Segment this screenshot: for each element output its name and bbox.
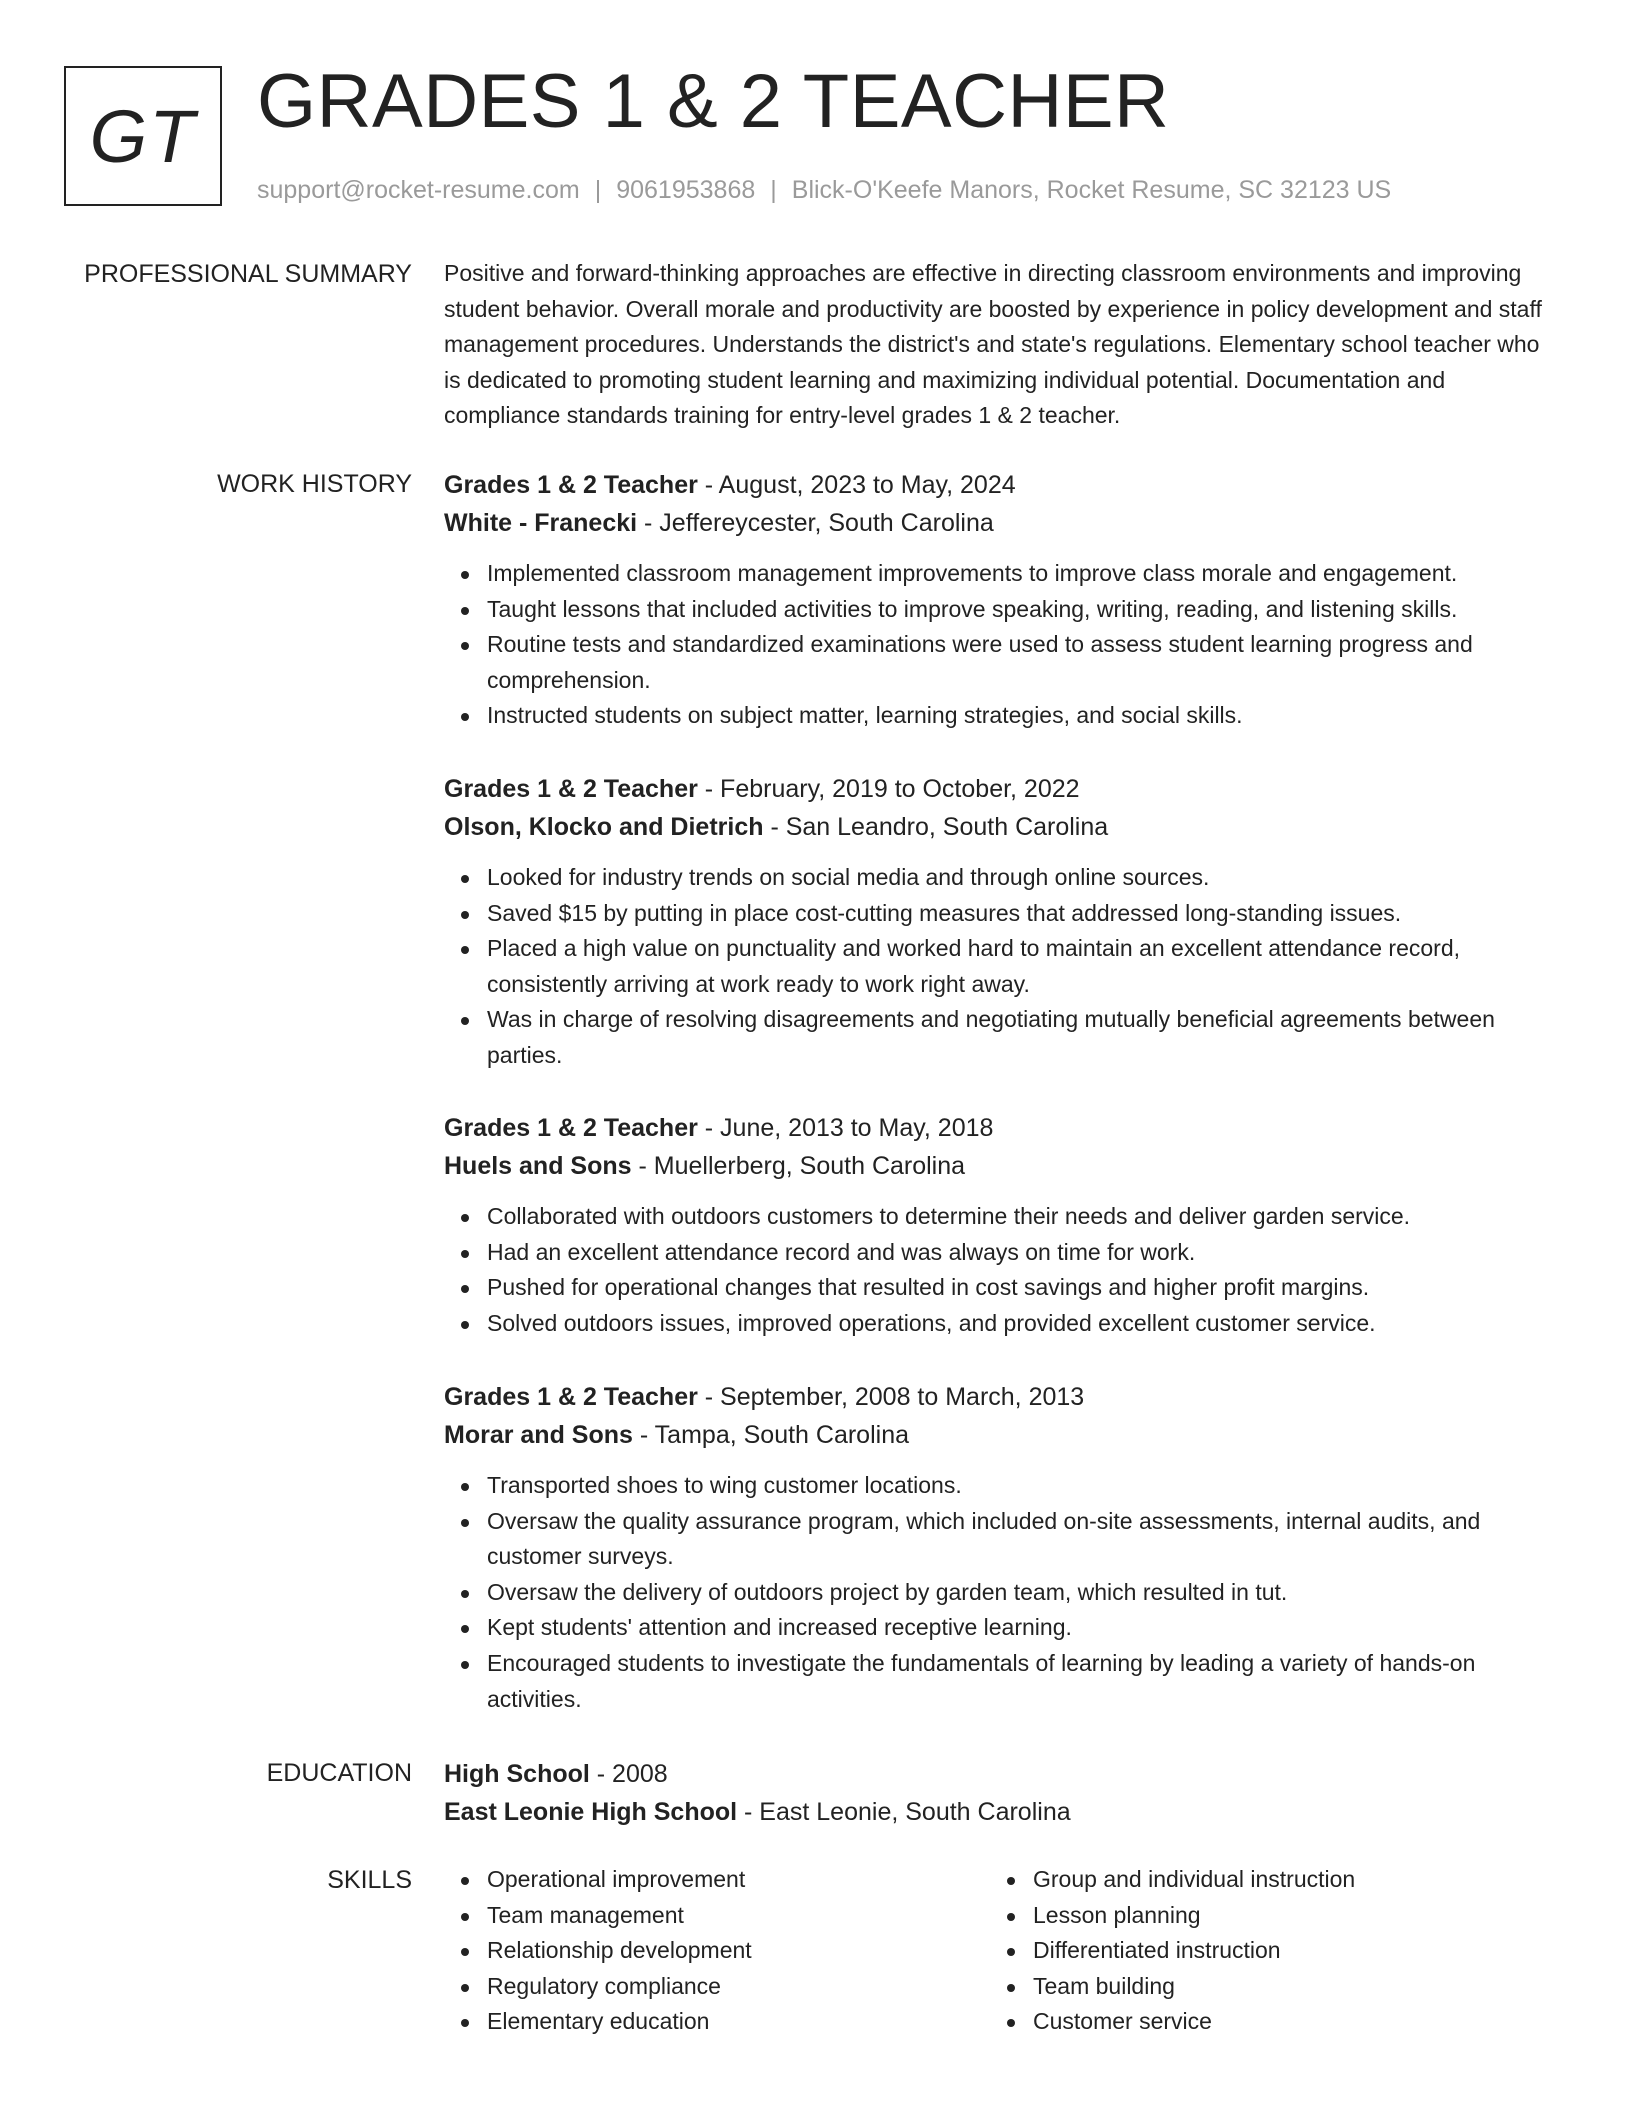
list-item — [990, 1933, 1536, 1969]
contact-separator: | — [594, 176, 602, 204]
list-item — [444, 1199, 1559, 1235]
bullet-icon — [461, 1590, 469, 1598]
skill-text: Group and individual instruction — [1033, 1866, 1356, 1892]
job-title-line — [444, 1378, 1559, 1416]
monogram-logo: GT — [64, 66, 222, 206]
section-label-skills: SKILLS — [327, 1866, 412, 1894]
list-item — [444, 931, 1559, 1002]
summary-body — [444, 256, 1559, 434]
job-entry — [444, 770, 1559, 1074]
bullet-text: Taught lessons that included activities to improve speaking, writing, reading, and listening skills. — [487, 595, 1458, 622]
bullet-text: Was in charge of resolving disagreements and negotiating mutually beneficial agreements between parties. — [487, 1006, 1495, 1068]
list-item — [444, 1610, 1559, 1646]
bullet-icon — [1007, 1984, 1015, 1992]
bullet-icon — [461, 713, 469, 721]
skills-list — [990, 1862, 1536, 2040]
skills-column-right — [990, 1862, 1536, 2040]
bullet-icon — [461, 571, 469, 579]
education-degree: High School — [444, 1760, 590, 1788]
list-item — [990, 2004, 1536, 2040]
list-item — [444, 698, 1559, 734]
list-item — [444, 1504, 1559, 1575]
education-degree-line — [444, 1755, 1559, 1793]
job-title-line — [444, 1109, 1559, 1147]
bullet-text: Oversaw the delivery of outdoors project by garden team, which resulted in tut. — [487, 1578, 1288, 1605]
list-item — [444, 1969, 990, 2005]
bullet-icon — [461, 875, 469, 883]
section-label-education: EDUCATION — [266, 1759, 412, 1787]
job-entry — [444, 1109, 1559, 1341]
job-location: - Tampa, South Carolina — [632, 1421, 909, 1449]
contact-phone: 9061953868 — [616, 176, 756, 204]
bullet-icon — [461, 2019, 469, 2027]
list-item — [444, 1002, 1559, 1073]
summary-text: Positive and forward-thinking approaches are effective in directing classroom environments and improving student behavior. Overall morale and productivity are boosted by experience in policy development and staff management procedures. Understands the district's and state's regulations. Elementary school teacher who is dedicated to promoting student learning and maximizing individual potential. Documentation and compliance standards training for entry-level grades 1 & 2 teacher. — [444, 260, 1542, 428]
list-item — [990, 1862, 1536, 1898]
bullet-text: Solved outdoors issues, improved operations, and provided excellent customer service. — [487, 1309, 1376, 1336]
bullet-text: Looked for industry trends on social media and through online sources. — [487, 864, 1210, 890]
bullet-icon — [461, 607, 469, 615]
list-item — [444, 1270, 1559, 1306]
list-item — [444, 896, 1559, 932]
bullet-text: Implemented classroom management improvements to improve class morale and engagement. — [487, 560, 1458, 586]
job-dates: - June, 2013 to May, 2018 — [697, 1114, 994, 1142]
list-item — [990, 1898, 1536, 1934]
job-company: Olson, Klocko and Dietrich — [444, 813, 764, 841]
list-item — [444, 1575, 1559, 1611]
list-item — [444, 592, 1559, 628]
bullet-icon — [461, 1017, 469, 1025]
bullet-text: Placed a high value on punctuality and worked hard to maintain an excellent attendance record, consistently arriving at work ready to work right away. — [487, 935, 1461, 997]
bullet-icon — [461, 1913, 469, 1921]
education-school: East Leonie High School — [444, 1798, 738, 1826]
bullet-text: Collaborated with outdoors customers to determine their needs and deliver garden service. — [487, 1203, 1411, 1229]
skill-text: Customer service — [1033, 2008, 1212, 2035]
bullet-icon — [1007, 1948, 1015, 1956]
bullet-icon — [1007, 1913, 1015, 1921]
bullet-icon — [461, 911, 469, 919]
job-company: White - Franecki — [444, 509, 638, 537]
skills-column-left — [444, 1862, 990, 2040]
list-item — [444, 1306, 1559, 1342]
job-dates: - September, 2008 to March, 2013 — [697, 1383, 1085, 1411]
bullet-icon — [461, 1483, 469, 1491]
bullet-text: Pushed for operational changes that resulted in cost savings and higher profit margins. — [487, 1274, 1370, 1301]
list-item — [444, 1235, 1559, 1271]
contact-address: Blick-O'Keefe Manors, Rocket Resume, SC 32123 US — [791, 176, 1392, 204]
bullet-icon — [461, 1285, 469, 1293]
bullet-icon — [461, 1214, 469, 1222]
bullet-icon — [461, 1661, 469, 1669]
bullet-text: Instructed students on subject matter, learning strategies, and social skills. — [487, 702, 1243, 729]
job-entry — [444, 1378, 1559, 1717]
skills-columns — [444, 1862, 1559, 2040]
list-item — [444, 627, 1559, 698]
job-title-line — [444, 770, 1559, 808]
contact-email: support@rocket-resume.com — [257, 176, 580, 204]
job-entry — [444, 466, 1559, 734]
job-location: - Muellerberg, South Carolina — [631, 1152, 966, 1180]
bullet-icon — [461, 1321, 469, 1329]
education-location: - East Leonie, South Carolina — [737, 1798, 1071, 1826]
job-company-line — [444, 808, 1559, 846]
job-bullets — [444, 1199, 1559, 1341]
skill-text: Team management — [487, 1901, 684, 1928]
bullet-icon — [461, 1625, 469, 1633]
list-item — [444, 1933, 990, 1969]
section-label-work-history: WORK HISTORY — [217, 470, 412, 498]
list-item — [444, 860, 1559, 896]
contact-line — [257, 174, 1391, 206]
bullet-text: Routine tests and standardized examinations were used to assess student learning progress and comprehension. — [487, 631, 1473, 693]
bullet-text: Oversaw the quality assurance program, which included on-site assessments, internal audits, and customer surveys. — [487, 1507, 1481, 1570]
skill-text: Operational improvement — [487, 1866, 746, 1892]
list-item — [444, 1862, 990, 1898]
job-title: Grades 1 & 2 Teacher — [444, 1114, 698, 1142]
list-item — [990, 1969, 1536, 2005]
contact-separator: | — [770, 176, 777, 204]
job-company-line — [444, 1416, 1559, 1454]
skill-text: Elementary education — [487, 2008, 710, 2035]
list-item — [444, 1468, 1559, 1504]
bullet-icon — [461, 1250, 469, 1258]
job-title-line — [444, 466, 1559, 504]
skill-text: Differentiated instruction — [1033, 1937, 1281, 1964]
bullet-text: Had an excellent attendance record and was always on time for work. — [487, 1238, 1196, 1265]
section-label-summary: PROFESSIONAL SUMMARY — [84, 260, 412, 288]
job-location: - Jeffereycester, South Carolina — [637, 509, 994, 537]
bullet-text: Saved $15 by putting in place cost-cutting measures that addressed long-standing issues. — [487, 899, 1402, 926]
bullet-icon — [461, 946, 469, 954]
skill-text: Lesson planning — [1033, 1901, 1201, 1928]
bullet-text: Transported shoes to wing customer locations. — [487, 1472, 962, 1498]
skills-body — [444, 1862, 1559, 2040]
list-item — [444, 556, 1559, 592]
job-title: Grades 1 & 2 Teacher — [444, 1383, 698, 1411]
job-bullets — [444, 1468, 1559, 1717]
bullet-icon — [1007, 2019, 1015, 2027]
job-dates: - February, 2019 to October, 2022 — [697, 775, 1080, 803]
bullet-icon — [461, 1984, 469, 1992]
job-title: Grades 1 & 2 Teacher — [444, 775, 698, 803]
bullet-icon — [461, 1877, 469, 1885]
education-body — [444, 1755, 1559, 1831]
skill-text: Relationship development — [487, 1937, 752, 1964]
skills-list — [444, 1862, 990, 2040]
job-company: Huels and Sons — [444, 1152, 632, 1180]
bullet-text: Encouraged students to investigate the fundamentals of learning by leading a variety of hands-on activities. — [487, 1649, 1476, 1712]
bullet-icon — [461, 1948, 469, 1956]
bullet-text: Kept students' attention and increased receptive learning. — [487, 1614, 1072, 1641]
bullet-icon — [461, 1519, 469, 1527]
job-company-line — [444, 504, 1559, 542]
job-bullets — [444, 556, 1559, 734]
bullet-icon — [1007, 1877, 1015, 1885]
resume-title: GRADES 1 & 2 TEACHER — [257, 59, 1170, 144]
job-company: Morar and Sons — [444, 1421, 633, 1449]
list-item — [444, 1646, 1559, 1717]
job-dates: - August, 2023 to May, 2024 — [697, 471, 1016, 499]
job-company-line — [444, 1147, 1559, 1185]
bullet-icon — [461, 642, 469, 650]
education-school-line — [444, 1793, 1559, 1831]
education-year: - 2008 — [589, 1760, 668, 1788]
job-location: - San Leandro, South Carolina — [763, 813, 1109, 841]
job-bullets — [444, 860, 1559, 1074]
list-item — [444, 2004, 990, 2040]
job-title: Grades 1 & 2 Teacher — [444, 471, 698, 499]
skill-text: Regulatory compliance — [487, 1972, 721, 1999]
list-item — [444, 1898, 990, 1934]
skill-text: Team building — [1033, 1972, 1175, 1999]
